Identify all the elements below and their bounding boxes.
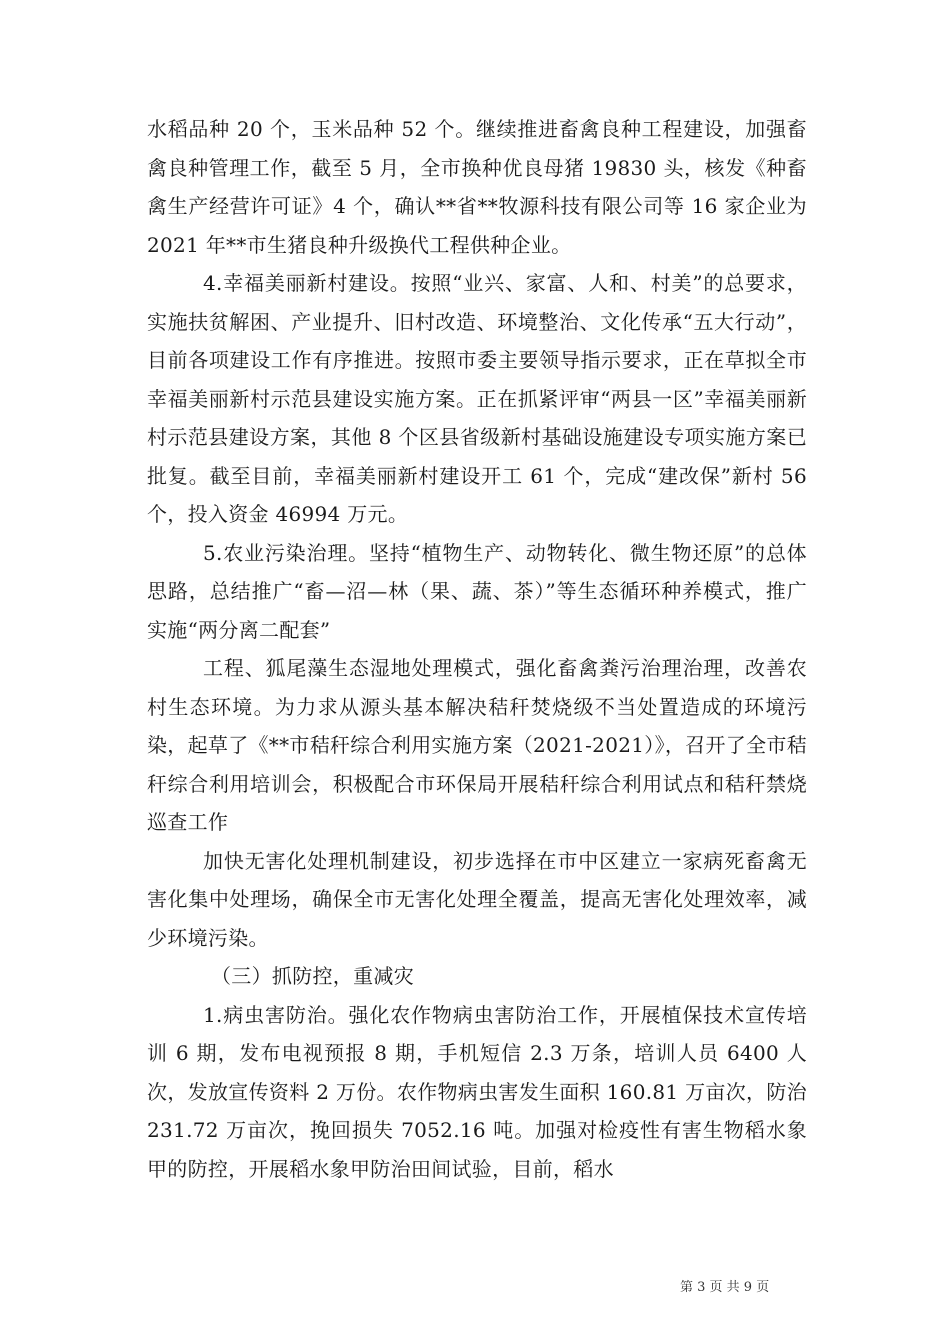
- page-number-footer: 第 3 页 共 9 页: [680, 1280, 770, 1295]
- section-heading-prevention: （三）抓防控，重减灾: [211, 964, 414, 988]
- paragraph-pest-control: 1.病虫害防治。强化农作物病虫害防治工作，开展植保技术宣传培训 6 期，发布电视预报 8 期，手机短信 2.3 万条，培训人员 6400 人次，发放宣传资料 2 万份。农作物病虫害发生面积 160.81 万亩次，防治 231.72 万亩次，挽回损失 7052.16 吨。加强对检疫性有害生物稻水象甲的防控，开展稻水象甲防治田间试验，目前，稻水: [147, 1002, 807, 1181]
- paragraph-continuation-breeds: 水稻品种 20 个，玉米品种 52 个。继续推进畜禽良种工程建设，加强畜禽良种管理工作，截至 5 月，全市换种优良母猪 19830 头，核发《种畜禽生产经营许可证》4 个，确认**省**牧源科技有限公司等 16 家企业为 2021 年**市生猪良种升级换代工程供种企业。: [147, 117, 807, 257]
- paragraph-wetland-straw: 工程、狐尾藻生态湿地处理模式，强化畜禽粪污治理治理，改善农村生态环境。为力求从源头基本解决秸秆焚烧级不当处置造成的环境污染，起草了《**市秸秆综合利用实施方案（2021-2021）》，召开了全市秸秆综合利用培训会，积极配合市环保局开展秸秆综合利用试点和秸秆禁烧巡查工作: [147, 656, 807, 834]
- paragraph-pollution: 5.农业污染治理。坚持“植物生产、动物转化、微生物还原”的总体思路，总结推广“畜—沼—林（果、蔬、茶）”等生态循环种养模式，推广实施“两分离二配套”: [147, 540, 807, 642]
- document-body: [147, 110, 807, 1188]
- paragraph-harmless-treatment: 加快无害化处理机制建设，初步选择在市中区建立一家病死畜禽无害化集中处理场，确保全市无害化处理全覆盖，提高无害化处理效率，减少环境污染。: [147, 848, 807, 950]
- paragraph-new-village: 4.幸福美丽新村建设。按照“业兴、家富、人和、村美”的总要求，实施扶贫解困、产业提升、旧村改造、环境整治、文化传承“五大行动”，目前各项建设工作有序推进。按照市委主要领导指示要求，正在草拟全市幸福美丽新村示范县建设实施方案。正在抓紧评审“两县一区”幸福美丽新村示范县建设方案，其他 8 个区县省级新村基础设施建设专项实施方案已批复。截至目前，幸福美丽新村建设开工 61 个，完成“建改保”新村 56 个，投入资金 46994 万元。: [147, 271, 807, 526]
